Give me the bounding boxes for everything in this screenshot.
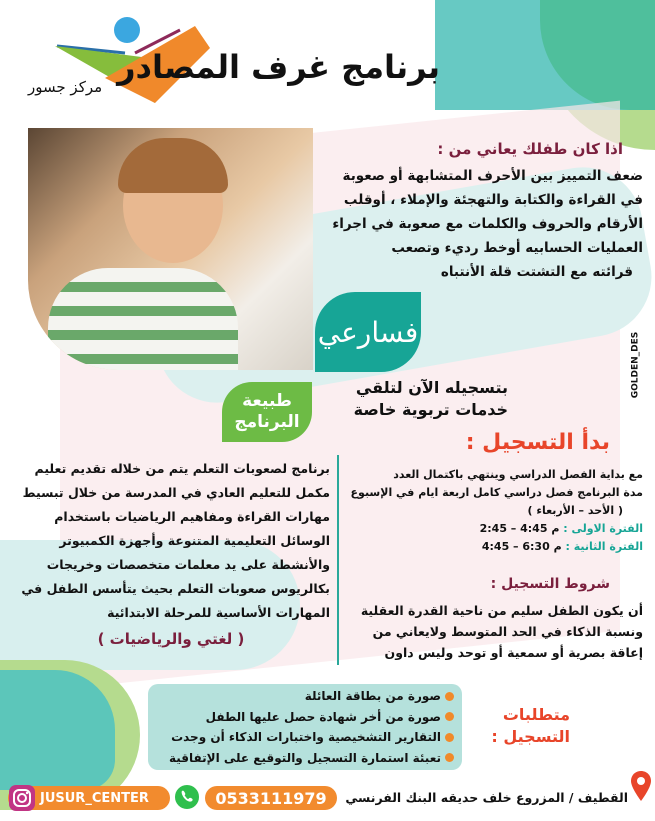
symptoms-section [325, 140, 643, 284]
requirements-list [148, 684, 462, 770]
symptom-line: ضعف التمييز بين الأحرف المتشابهة أو صعوبة [342, 168, 643, 184]
address: القطيف / المزروع خلف حديقه البنك الفرنسي [345, 790, 628, 805]
cta-line: بتسجيله الآن لتلقي [355, 378, 508, 397]
symptoms-heading: اذا كان طفلك يعاني من : [437, 140, 623, 158]
conditions-text [340, 600, 643, 663]
symptom-line: في القراءة والكتابة والتهجئة والإملاء ، أوقلب [343, 192, 643, 208]
schedule-line: ( الأحد – الأربعاء ) [527, 504, 623, 517]
description-line: مهارات القراءة ومفاهيم الرياضيات باستخدام [54, 509, 330, 524]
column-divider [337, 455, 339, 665]
condition-line: ونسبة الذكاء في الحد المتوسط ولايعاني من [372, 624, 643, 639]
cta-slogan [318, 377, 508, 421]
bullet-icon [445, 692, 454, 701]
description-line: والأنشطة على يد معلمات متخصصات وخريجات [46, 557, 330, 572]
description-line: المهارات الأساسية للمرحلة الابتدائية [107, 605, 330, 620]
program-description [12, 457, 330, 625]
child-photo [28, 128, 313, 370]
program-nature-badge [222, 382, 312, 442]
description-line: بكالريوس صعوبات التعلم بحيث يتأسس الطفل في [21, 581, 330, 596]
instagram-handle[interactable]: JUSUR_CENTER [8, 786, 170, 810]
logo-name: مركز جسور [28, 78, 103, 96]
instagram-icon [8, 784, 36, 812]
symptom-line: الأرقام والحروف والكلمات مع صعوبة في اجراء [332, 216, 643, 232]
schedule-line: مدة البرنامج فصل دراسي كامل اربعة ايام في الإسبوع [350, 486, 643, 499]
badge-line: البرنامج [234, 412, 300, 432]
bullet-icon [445, 733, 454, 742]
condition-line: أن يكون الطفل سليم من ناحية القدرة العقلية [360, 603, 643, 618]
badge-line: طبيعة [242, 391, 292, 411]
symptom-line: العمليات الحسابيه أوخط رديء وتصعب [391, 240, 643, 256]
decor-teal-corner [0, 670, 115, 790]
requirement-item: تعبئة استمارة التسجيل والتوقيع على الإتفاقية [156, 748, 454, 769]
description-line: مكمل للتعليم العادي في المدرسة من خلال تبسيط [22, 485, 330, 500]
description-line: برنامج لصعوبات التعلم يتم من خلاله تقديم تعليم [34, 461, 330, 476]
requirement-item: صورة من أخر شهادة حصل عليها الطفل [156, 707, 454, 728]
symptom-line: قرائته مع التشتت قلة الأنتباه [440, 264, 633, 280]
requirement-item: صورة من بطاقة العائلة [156, 686, 454, 707]
phone-number[interactable]: 0533111979 [205, 786, 337, 810]
description-line: الوسائل التعليمية المتنوعة وأجهزة الكمبيوتر [59, 533, 330, 548]
condition-line: إعاقة بصرية أو سمعية أو توحد وليس داون [384, 645, 643, 660]
period-1: الفترة الاولى : 2:45 – 4:45 م [479, 522, 643, 535]
registration-schedule [340, 466, 643, 556]
bullet-icon [445, 753, 454, 762]
designer-watermark: GOLDEN_DES [630, 331, 640, 399]
location-pin-icon [630, 770, 652, 802]
conditions-heading: شروط التسجيل : [490, 576, 610, 592]
whatsapp-icon [172, 782, 202, 812]
registration-heading: بدأ التسجيل : [465, 430, 610, 455]
cta-badge: فسارعي [315, 292, 421, 372]
cta-line: خدمات تربوية خاصة [353, 400, 508, 419]
description-subjects: ( لغتي والرياضيات ) [97, 630, 245, 648]
page-title: برنامج غرف المصادر [117, 48, 440, 86]
schedule-line: مع بداية الفصل الدراسي وينتهي باكتمال العدد [393, 468, 643, 481]
period-2: الفترة الثانية : 4:45 – 6:30 م [481, 540, 643, 553]
requirements-label: متطلبات التسجيل : [491, 705, 570, 746]
requirement-item: التقارير التشخيصية واختبارات الذكاء أن وجدت [156, 727, 454, 748]
bullet-icon [445, 712, 454, 721]
